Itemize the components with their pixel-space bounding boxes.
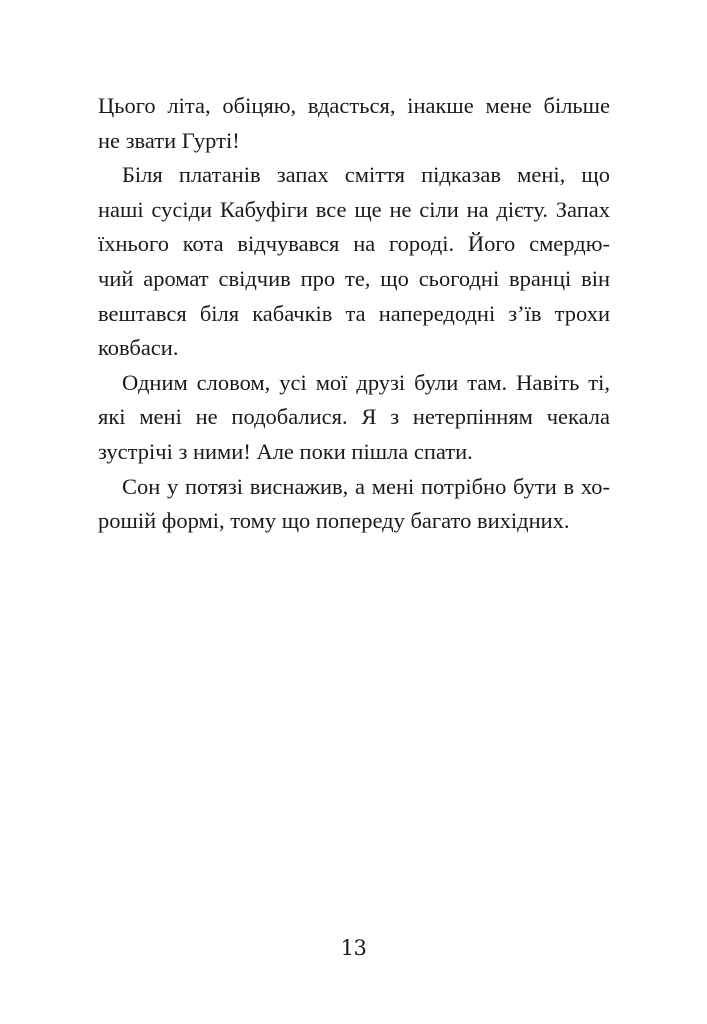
text-line: які мені не подобалися. Я з нетерпінням чекала bbox=[98, 404, 610, 430]
text-line: їхнього кота відчувався на городі. Його смердю- bbox=[98, 231, 610, 257]
text-line: наші сусіди Кабуфіги все ще не сіли на дієту. Запах bbox=[98, 196, 610, 222]
text-line: ковбаси. bbox=[98, 335, 179, 361]
text-line: Цього літа, обіцяю, вдасться, інакше мене більше bbox=[98, 93, 610, 118]
text-line: Сон у потязі виснажив, а мені потрібно бути в хо- bbox=[122, 473, 610, 499]
text-line: Одним словом, усі мої друзі були там. Навіть ті, bbox=[122, 369, 610, 395]
text-line: чий аромат свідчив про те, що сьогодні вранці він bbox=[98, 265, 610, 291]
text-line: рошій формі, тому що попереду багато вихідних. bbox=[98, 508, 570, 534]
text-line: не звати Гурті! bbox=[98, 127, 240, 153]
text-line: Біля платанів запах сміття підказав мені, що bbox=[122, 162, 610, 188]
body-text bbox=[98, 89, 610, 539]
page-number: 13 bbox=[340, 936, 367, 960]
text-line: вештався біля кабачків та напередодні з’їв трохи bbox=[98, 300, 610, 326]
text-line: зустрічі з ними! Але поки пішла спати. bbox=[98, 438, 473, 464]
